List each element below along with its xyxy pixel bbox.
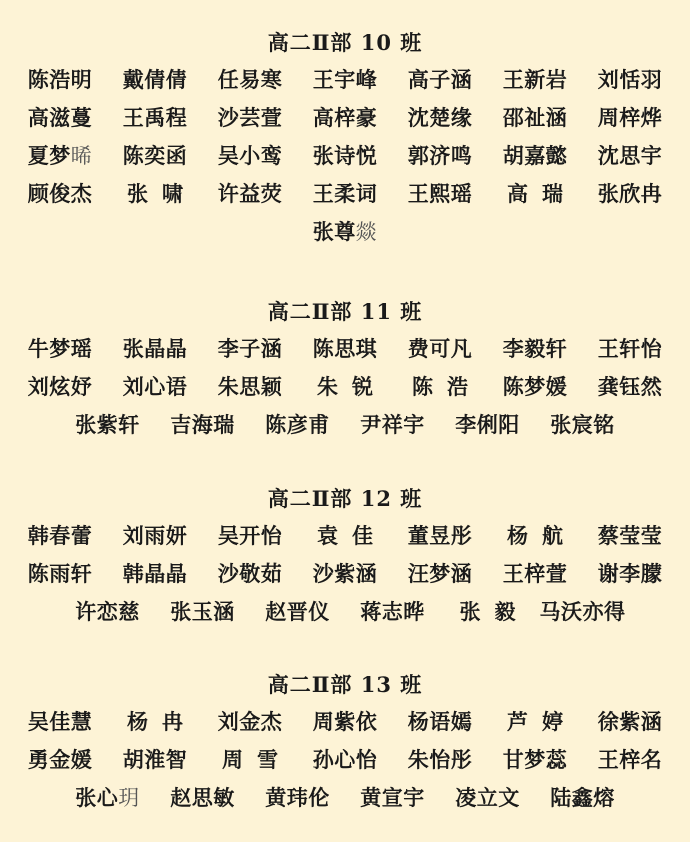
name-row — [0, 60, 690, 98]
student-name: 顾俊杰 — [27, 181, 93, 206]
name-row — [0, 329, 690, 367]
student-name: 刘炫妤 — [27, 374, 93, 399]
student-name: 李子涵 — [217, 336, 283, 361]
student-name: 郭济鸣 — [407, 143, 473, 168]
class-title: 高二Ⅱ部 12 班 — [267, 486, 423, 511]
student-name: 沙紫涵 — [312, 561, 378, 586]
student-name: 许恋慈 — [75, 599, 140, 624]
name-row — [0, 592, 690, 630]
student-name: 陆鑫熔 — [550, 785, 615, 810]
student-name: 张毅 — [459, 599, 530, 624]
class-section — [0, 295, 690, 443]
student-name: 胡淮智 — [122, 747, 188, 772]
student-name: 吴佳慧 — [27, 709, 93, 734]
student-name: 夏梦晞 — [27, 143, 93, 168]
name-row — [0, 367, 690, 405]
name-row — [0, 554, 690, 592]
student-name: 张啸 — [127, 181, 197, 206]
student-name: 董昱彤 — [407, 523, 473, 548]
student-name: 陈彦甫 — [265, 412, 330, 437]
student-name: 周梓烨 — [597, 105, 663, 130]
class-section — [0, 668, 690, 816]
student-name: 王新岩 — [502, 67, 568, 92]
student-name: 韩春蕾 — [27, 523, 93, 548]
student-name: 勇金媛 — [27, 747, 93, 772]
student-name: 陈浩明 — [27, 67, 93, 92]
student-name: 黄宣宇 — [360, 785, 425, 810]
student-name: 刘心语 — [122, 374, 188, 399]
student-name: 杨冉 — [127, 709, 197, 734]
student-name: 牛梦瑶 — [27, 336, 93, 361]
student-name: 蒋志晔 — [360, 599, 425, 624]
name-row — [0, 516, 690, 554]
student-name: 王梓萱 — [502, 561, 568, 586]
student-name: 张尊燚 — [312, 219, 378, 244]
student-name: 刘恬羽 — [597, 67, 663, 92]
student-name: 张玉涵 — [170, 599, 235, 624]
student-name: 朱锐 — [317, 374, 387, 399]
name-row — [0, 702, 690, 740]
student-name: 王轩怡 — [597, 336, 663, 361]
student-name: 张宸铭 — [550, 412, 615, 437]
student-name: 胡嘉懿 — [502, 143, 568, 168]
name-row — [0, 740, 690, 778]
student-name: 王禹程 — [122, 105, 188, 130]
student-name: 尹祥宇 — [360, 412, 425, 437]
student-name: 杨航 — [507, 523, 577, 548]
student-name: 费可凡 — [407, 336, 473, 361]
student-name: 沈思宇 — [597, 143, 663, 168]
student-name: 朱怡彤 — [407, 747, 473, 772]
student-name: 张心玥 — [75, 785, 140, 810]
student-name: 张诗悦 — [312, 143, 378, 168]
student-name: 王柔词 — [312, 181, 378, 206]
student-name: 王宇峰 — [312, 67, 378, 92]
student-name: 陈奕函 — [122, 143, 188, 168]
student-name: 汪梦涵 — [407, 561, 473, 586]
student-name: 张紫轩 — [75, 412, 140, 437]
student-name: 李俐阳 — [455, 412, 520, 437]
student-name: 龚钰然 — [597, 374, 663, 399]
student-name: 许益荧 — [217, 181, 283, 206]
student-name: 芦婷 — [507, 709, 577, 734]
student-name: 吉海瑞 — [170, 412, 235, 437]
student-name: 陈浩 — [412, 374, 482, 399]
student-name: 高滋蔓 — [27, 105, 93, 130]
student-name: 王熙瑶 — [407, 181, 473, 206]
student-name: 戴倩倩 — [122, 67, 188, 92]
student-name: 赵思敏 — [170, 785, 235, 810]
name-row — [0, 174, 690, 212]
name-row — [0, 212, 690, 250]
student-name: 黄玮伦 — [265, 785, 330, 810]
class-section — [0, 26, 690, 250]
student-name: 沙芸萱 — [217, 105, 283, 130]
student-name: 沙敬茹 — [217, 561, 283, 586]
student-name: 吴开怡 — [217, 523, 283, 548]
student-name: 刘金杰 — [217, 709, 283, 734]
class-title: 高二Ⅱ部 11 班 — [267, 299, 423, 324]
student-name: 赵晋仪 — [265, 599, 330, 624]
name-row — [0, 778, 690, 816]
student-name: 高瑞 — [507, 181, 577, 206]
class-section — [0, 482, 690, 630]
student-name: 朱思颖 — [217, 374, 283, 399]
student-name: 杨语嫣 — [407, 709, 473, 734]
student-name: 孙心怡 — [312, 747, 378, 772]
student-name: 袁佳 — [317, 523, 387, 548]
student-name: 邵祉涵 — [502, 105, 568, 130]
student-name: 蔡莹莹 — [597, 523, 663, 548]
name-row — [0, 136, 690, 174]
student-name: 吴小鸾 — [217, 143, 283, 168]
student-name: 徐紫涵 — [597, 709, 663, 734]
name-row — [0, 405, 690, 443]
student-name: 陈思琪 — [312, 336, 378, 361]
student-name: 任易寒 — [217, 67, 283, 92]
student-name: 韩晶晶 — [122, 561, 188, 586]
class-title: 高二Ⅱ部 13 班 — [267, 672, 423, 697]
student-name: 王梓名 — [597, 747, 663, 772]
student-name: 张晶晶 — [122, 336, 188, 361]
student-name: 陈梦媛 — [502, 374, 568, 399]
student-name: 沈楚缘 — [407, 105, 473, 130]
student-name: 高子涵 — [407, 67, 473, 92]
student-name: 凌立文 — [455, 785, 520, 810]
student-name: 张欣冉 — [597, 181, 663, 206]
student-name: 周雪 — [222, 747, 292, 772]
class-title: 高二Ⅱ部 10 班 — [267, 30, 423, 55]
student-name: 谢李朦 — [597, 561, 663, 586]
student-name: 甘梦蕊 — [502, 747, 568, 772]
student-name: 陈雨轩 — [27, 561, 93, 586]
student-name: 刘雨妍 — [122, 523, 188, 548]
student-name: 高梓豪 — [312, 105, 378, 130]
student-name: 李毅轩 — [502, 336, 568, 361]
student-name: 马沃亦得 — [539, 599, 626, 624]
name-row — [0, 98, 690, 136]
student-name: 周紫依 — [312, 709, 378, 734]
